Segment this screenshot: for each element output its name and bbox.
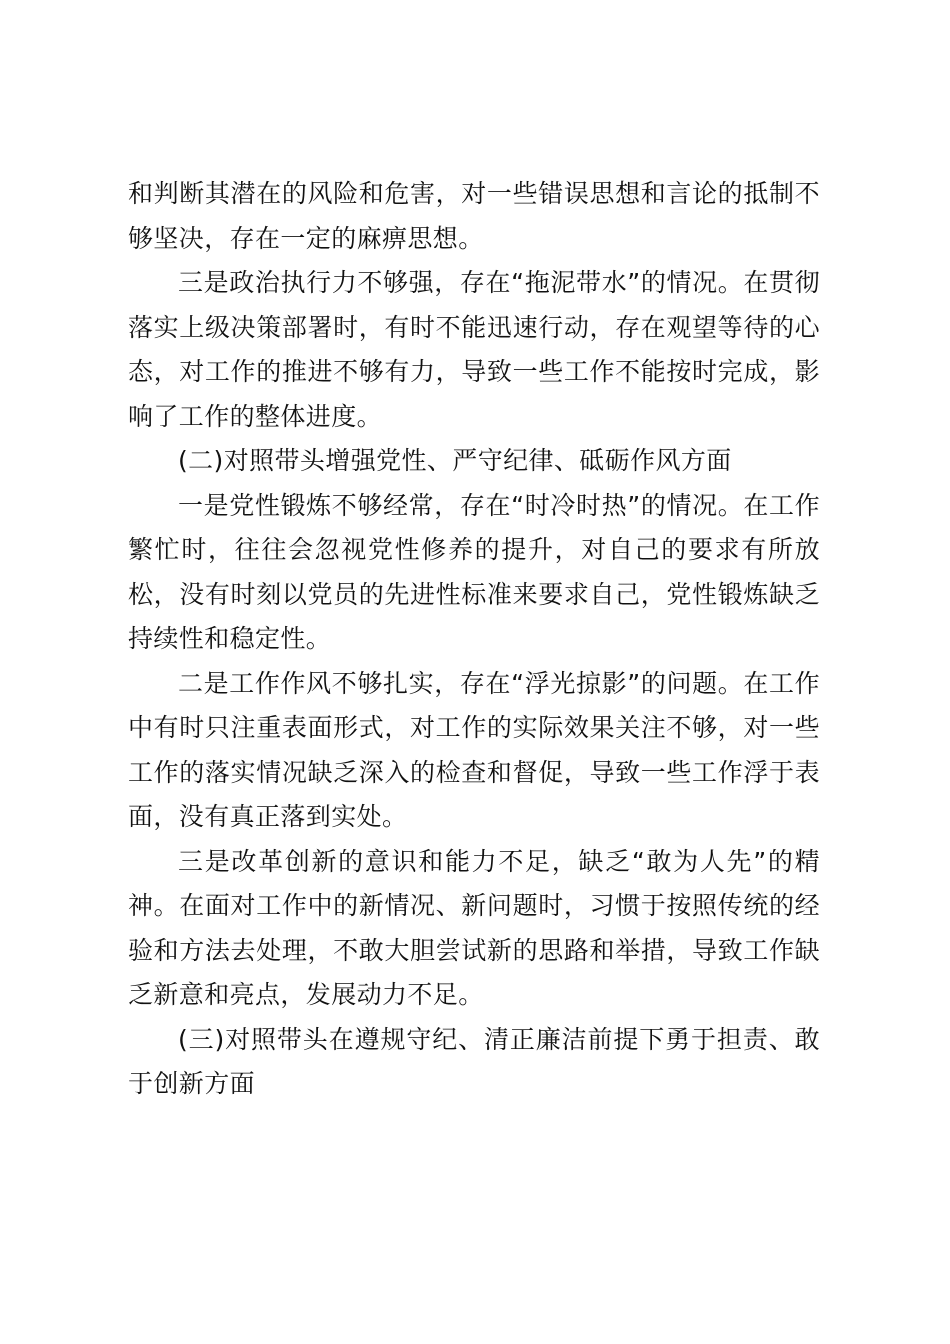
document-body — [128, 172, 820, 1107]
section-heading-3: (三)对照带头在遵规守纪、清正廉洁前提下勇于担责、敢于创新方面 — [128, 1024, 820, 1098]
paragraph-innovation: 三是改革创新的意识和能力不足，缺乏“敢为人先”的精神。在面对工作中的新情况、新问题时，习惯于按照传统的经验和方法去处理，不敢大胆尝试新的思路和举措，导致工作缺乏新意和亮点，发展动力不足。 — [128, 846, 820, 1009]
paragraph-continuation: 和判断其潜在的风险和危害，对一些错误思想和言论的抵制不够坚决，存在一定的麻痹思想。 — [128, 179, 820, 253]
paragraph-work-style: 二是工作作风不够扎实，存在“浮光掠影”的问题。在工作中有时只注重表面形式，对工作的实际效果关注不够，对一些工作的落实情况缺乏深入的检查和督促，导致一些工作浮于表面，没有真正落到实处。 — [128, 668, 820, 831]
paragraph-party-spirit: 一是党性锻炼不够经常，存在“时冷时热”的情况。在工作繁忙时，往往会忽视党性修养的提升，对自己的要求有所放松，没有时刻以党员的先进性标准来要求自己，党性锻炼缺乏持续性和稳定性。 — [128, 490, 820, 653]
section-heading-2: (二)对照带头增强党性、严守纪律、砥砺作风方面 — [178, 446, 732, 475]
paragraph-political-execution: 三是政治执行力不够强，存在“拖泥带水”的情况。在贯彻落实上级决策部署时，有时不能迅速行动，存在观望等待的心态，对工作的推进不够有力，导致一些工作不能按时完成，影响了工作的整体进度。 — [128, 268, 820, 431]
